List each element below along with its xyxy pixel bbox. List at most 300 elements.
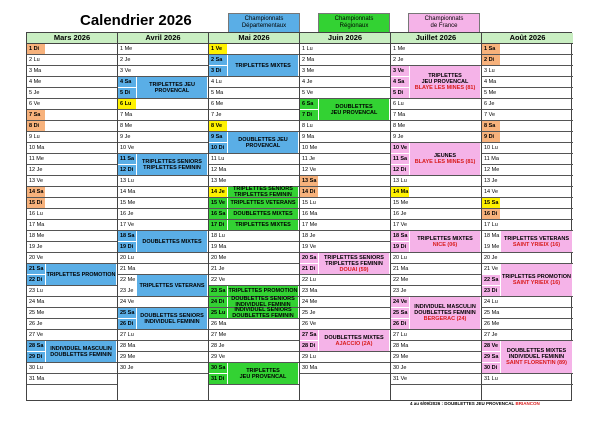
day-label: 22 Lu (302, 277, 316, 283)
day-row (27, 154, 117, 165)
day-row (118, 330, 208, 341)
event-title: TRIPLETTES PROMOTION (46, 271, 116, 278)
day-row (482, 297, 573, 308)
day-label: 4 Sa (391, 77, 409, 87)
day-label: 21 Di (300, 264, 318, 274)
day-row (300, 363, 390, 374)
month-header: Mai 2026 (209, 33, 299, 44)
month-header: Avril 2026 (118, 33, 208, 44)
day-label: 13 Sa (302, 178, 317, 184)
day-label: 8 Di (27, 121, 45, 131)
event-title: INDIVIDUEL FEMININ (144, 318, 200, 325)
day-row (300, 77, 390, 88)
day-label: 28 Je (211, 343, 225, 349)
day-label: 9 Lu (29, 134, 40, 140)
event-block (228, 132, 298, 153)
day-label: 20 Lu (120, 255, 134, 261)
day-label: 12 Ve (302, 167, 317, 173)
day-label: 4 Me (29, 79, 42, 85)
event-block (228, 187, 298, 197)
day-row (209, 44, 299, 55)
day-label: 23 Di (482, 286, 500, 296)
day-label: 7 Di (300, 110, 318, 120)
day-row (27, 308, 117, 319)
day-label: 29 Ve (211, 354, 226, 360)
event-block (228, 220, 298, 230)
day-row (209, 110, 299, 121)
day-label: 28 Ma (120, 343, 136, 349)
day-row (391, 374, 481, 385)
day-row (482, 132, 573, 143)
day-row (482, 220, 573, 231)
day-row (300, 297, 390, 308)
day-label: 10 Ma (29, 145, 45, 151)
event-block (410, 143, 480, 175)
day-label: 23 Je (393, 288, 407, 294)
day-label: 17 Lu (484, 222, 498, 228)
event-location: SAINT FLORENTIN (89) (506, 360, 567, 366)
day-row (27, 286, 117, 297)
event-title: TRIPLETTES (428, 73, 462, 79)
day-label: 30 Lu (29, 365, 43, 371)
event-title: DOUBLETTES SENIORS (140, 312, 204, 319)
day-label: 25 Ma (484, 310, 500, 316)
day-row (118, 55, 208, 66)
day-row (482, 99, 573, 110)
event-title: JEU PROVENCAL (330, 109, 378, 116)
day-label: 5 Di (391, 88, 409, 98)
day-row (391, 253, 481, 264)
event-block (228, 198, 298, 208)
day-label: 17 Ma (29, 222, 45, 228)
day-label: 12 Ma (211, 167, 227, 173)
day-label: 26 Di (118, 319, 136, 329)
event-block (137, 77, 207, 98)
day-label: 29 Sa (484, 354, 499, 360)
day-label: 11 Ma (484, 156, 499, 162)
day-label: 10 Ve (393, 145, 408, 151)
day-row (27, 187, 117, 198)
event-location: BLAYE LES MINES (81) (414, 159, 476, 165)
day-row (118, 352, 208, 363)
day-label: 11 Lu (211, 156, 225, 162)
event-title: TRIPLETTES MIXTES (235, 222, 291, 228)
day-label: 7 Ve (484, 112, 496, 118)
day-row (482, 308, 573, 319)
day-label: 24 Me (302, 299, 318, 305)
day-row (391, 352, 481, 363)
day-row (118, 44, 208, 55)
day-label: 23 Ma (302, 288, 318, 294)
day-row (27, 374, 117, 385)
day-label: 29 Lu (302, 354, 316, 360)
day-label: 27 Lu (393, 332, 407, 338)
month-column-juin-2026 (300, 33, 391, 400)
day-row (482, 209, 573, 220)
day-label: 8 Ve (209, 121, 227, 131)
day-row (391, 264, 481, 275)
day-row (391, 286, 481, 297)
day-label: 14 Ma (393, 189, 409, 195)
day-label: 27 Lu (120, 332, 134, 338)
event-title: TRIPLETTES PROMOTION (501, 274, 572, 280)
day-row (300, 121, 390, 132)
day-label: 23 Je (120, 288, 134, 294)
month-header: Août 2026 (482, 33, 573, 44)
day-label: 1 Di (27, 44, 45, 54)
day-row (118, 121, 208, 132)
month-column-aout-2026 (482, 33, 573, 400)
day-row (482, 187, 573, 198)
day-label: 13 Lu (120, 178, 134, 184)
day-label: 3 Di (209, 66, 227, 76)
event-location: NICE (06) (432, 241, 458, 248)
day-label: 13 Me (211, 178, 227, 184)
legend-departementaux: Championnats Départementaux (228, 13, 300, 33)
event-title: DOUBLETTES FEMININ (50, 351, 112, 358)
day-label: 2 Je (120, 57, 131, 63)
event-location: BLAYE LES MINES (81) (414, 85, 476, 91)
day-row (118, 143, 208, 154)
day-label: 31 Ma (29, 376, 45, 382)
day-label: 30 Di (482, 363, 500, 373)
day-label: 1 Sa (482, 44, 500, 54)
page-title: Calendrier 2026 (80, 12, 192, 29)
event-title: INDIVIDUEL MASCULIN (50, 345, 112, 352)
day-row (300, 55, 390, 66)
day-row (118, 187, 208, 198)
day-label: 29 Me (120, 354, 136, 360)
day-row (118, 198, 208, 209)
day-row (27, 121, 117, 132)
day-row (209, 121, 299, 132)
month-column-mai-2026 (209, 33, 300, 400)
day-label: 4 Sa (118, 77, 136, 87)
day-label: 14 Ve (484, 189, 499, 195)
day-label: 17 Di (209, 220, 227, 230)
day-row (300, 154, 390, 165)
day-label: 14 Ma (120, 189, 136, 195)
event-block (137, 308, 207, 329)
event-block (228, 55, 298, 76)
day-label: 27 Je (484, 332, 498, 338)
event-block (501, 264, 572, 296)
day-row (27, 220, 117, 231)
day-label: 24 Lu (484, 299, 498, 305)
day-label: 18 Sa (393, 233, 408, 239)
day-row (482, 154, 573, 165)
calendar-grid (26, 32, 572, 401)
event-title: INDIVIDUEL SENIORS (234, 307, 292, 313)
event-title: JEU PROVENCAL (239, 373, 287, 380)
day-row (300, 66, 390, 77)
day-label: 3 Lu (484, 68, 495, 74)
day-label: 2 Di (482, 55, 500, 65)
month-column-juillet-2026 (391, 33, 482, 400)
day-label: 9 Je (393, 134, 404, 140)
day-label: 5 Me (484, 90, 497, 96)
day-label: 6 Sa (300, 99, 318, 109)
day-row (27, 176, 117, 187)
day-row (482, 176, 573, 187)
day-label: 8 Me (120, 123, 133, 129)
day-row (300, 242, 390, 253)
day-row (27, 242, 117, 253)
month-header: Juin 2026 (300, 33, 390, 44)
day-label: 7 Ma (393, 112, 406, 118)
event-title: DOUBLETTES FEMININ (414, 310, 476, 316)
day-label: 29 Me (393, 354, 409, 360)
day-label: 19 Ve (302, 244, 317, 250)
day-label: 11 Je (302, 156, 316, 162)
day-label: 7 Sa (27, 110, 45, 120)
event-block (46, 341, 116, 362)
event-title: INDIVIDUEL MASCULIN (414, 304, 476, 310)
event-title: PROVENCAL (245, 142, 281, 149)
month-header: Mars 2026 (27, 33, 117, 44)
day-row (482, 44, 573, 55)
day-label: 14 Di (300, 187, 318, 197)
day-label: 17 Me (302, 222, 318, 228)
day-label: 21 Ma (120, 266, 136, 272)
day-label: 15 Lu (302, 200, 316, 206)
event-title: PROVENCAL (154, 87, 190, 94)
day-label: 16 Je (393, 211, 407, 217)
day-label: 20 Me (211, 255, 227, 261)
day-row (482, 110, 573, 121)
event-title: TRIPLETTES SENIORS (324, 254, 384, 261)
day-row (118, 220, 208, 231)
day-label: 13 Lu (393, 178, 407, 184)
day-label: 11 Sa (393, 156, 408, 162)
day-label: 7 Ma (120, 112, 133, 118)
day-label: 26 Ma (211, 321, 227, 327)
day-label: 9 Ma (302, 134, 315, 140)
day-row (482, 165, 573, 176)
day-label: 3 Ve (120, 68, 132, 74)
day-row (118, 132, 208, 143)
day-row (118, 341, 208, 352)
day-label: 15 Di (27, 198, 45, 208)
day-row (27, 66, 117, 77)
day-label: 5 Ve (302, 90, 314, 96)
day-row (482, 319, 573, 330)
event-block (501, 231, 572, 252)
event-block (228, 209, 298, 219)
day-label: 16 Sa (211, 211, 226, 217)
day-label: 1 Me (393, 46, 406, 52)
day-label: 1 Ve (209, 44, 227, 54)
day-row (27, 143, 117, 154)
day-row (209, 88, 299, 99)
day-label: 22 Ve (211, 277, 226, 283)
event-title: DOUBLETTES MIXTES (142, 238, 202, 245)
day-label: 21 Ve (484, 266, 499, 272)
day-label: 18 Lu (211, 233, 225, 239)
day-row (27, 253, 117, 264)
day-label: 4 Lu (211, 79, 222, 85)
day-label: 5 Je (29, 90, 40, 96)
day-row (300, 132, 390, 143)
day-label: 21 Je (211, 266, 225, 272)
day-label: 12 Me (484, 167, 500, 173)
day-row (391, 198, 481, 209)
day-row (209, 253, 299, 264)
day-row (391, 132, 481, 143)
day-row (300, 319, 390, 330)
event-title: TRIPLETTES FEMININ (234, 192, 292, 198)
month-column-mars-2026 (27, 33, 118, 400)
event-title: DOUBLETTES MIXTES (233, 211, 293, 217)
day-label: 21 Ma (393, 266, 409, 272)
day-label: 15 Ve (211, 200, 226, 206)
day-label: 6 Me (211, 101, 224, 107)
day-row (391, 220, 481, 231)
event-block (228, 363, 298, 384)
day-row (27, 77, 117, 88)
event-title: TRIPLETTES VETERANS (503, 235, 570, 242)
day-row (391, 363, 481, 374)
day-label: 12 Je (29, 167, 43, 173)
event-title: TRIPLETTES VETERANS (230, 200, 296, 206)
day-row (391, 121, 481, 132)
footer-location: BRIANCON (515, 401, 540, 406)
day-label: 27 Ve (29, 332, 44, 338)
event-block (319, 253, 389, 274)
day-label: 20 Lu (393, 255, 407, 261)
event-title: TRIPLETTES SENIORS (233, 186, 293, 192)
footer-note (410, 401, 540, 406)
event-title: DOUBLETTES MIXTES (324, 334, 384, 341)
day-row (209, 231, 299, 242)
day-label: 31 Ve (393, 376, 408, 382)
day-label: 5 Ma (211, 90, 224, 96)
day-row (391, 99, 481, 110)
day-label: 9 Je (120, 134, 131, 140)
day-row (209, 352, 299, 363)
day-label: 14 Je (209, 187, 227, 197)
day-label: 29 Di (27, 352, 45, 362)
day-label: 28 Di (300, 341, 318, 351)
day-label: 24 Ma (29, 299, 45, 305)
day-row (27, 297, 117, 308)
day-label: 20 Je (484, 255, 498, 261)
day-label: 28 Ma (393, 343, 409, 349)
event-title: JEU PROVENCAL (421, 79, 469, 85)
day-row (27, 319, 117, 330)
event-title: TRIPLETTES PROMOTION (228, 288, 298, 294)
event-block (137, 231, 207, 252)
day-label: 15 Me (393, 200, 409, 206)
day-row (209, 154, 299, 165)
day-label: 10 Ve (120, 145, 135, 151)
event-block (319, 99, 389, 120)
day-label: 12 Di (118, 165, 136, 175)
day-label: 22 Me (120, 277, 136, 283)
day-row (27, 88, 117, 99)
legend-regionaux: Championnats Régionaux (318, 13, 390, 33)
day-label: 6 Je (484, 101, 495, 107)
day-row (482, 374, 573, 385)
day-row (118, 110, 208, 121)
day-label: 10 Di (209, 143, 227, 153)
day-row (391, 341, 481, 352)
day-label: 23 Sa (211, 288, 226, 294)
day-row (391, 55, 481, 66)
day-row (300, 352, 390, 363)
day-label: 2 Lu (29, 57, 40, 63)
day-row (118, 253, 208, 264)
day-label: 18 Je (302, 233, 316, 239)
day-label: 1 Me (120, 46, 133, 52)
day-row (482, 143, 573, 154)
day-label: 18 Ma (484, 233, 500, 239)
day-label: 24 Di (209, 297, 227, 307)
event-block (46, 264, 116, 285)
day-label: 24 Ve (120, 299, 135, 305)
day-row (300, 286, 390, 297)
day-label: 30 Sa (211, 365, 226, 371)
day-row (118, 209, 208, 220)
day-label: 22 Sa (484, 277, 499, 283)
event-title: INDIVIDUEL FEMININ (508, 354, 565, 360)
day-row (209, 77, 299, 88)
day-label: 26 Di (391, 319, 409, 329)
event-title: DOUBLETTES SENIORS (231, 296, 295, 302)
day-label: 31 Lu (484, 376, 498, 382)
day-label: 4 Je (302, 79, 313, 85)
day-label: 25 Lu (211, 310, 226, 316)
day-row (209, 99, 299, 110)
day-label: 1 Lu (302, 46, 313, 52)
day-row (391, 187, 481, 198)
day-label: 25 Je (302, 310, 316, 316)
event-block (137, 275, 207, 296)
event-title: DOUBLETTES (335, 103, 373, 110)
event-title: TRIPLETTES FEMININ (325, 260, 383, 267)
day-row (482, 121, 573, 132)
day-label: 28 Sa (29, 343, 44, 349)
event-title: TRIPLETTES MIXTES (235, 62, 291, 69)
event-block (501, 341, 572, 373)
day-row (300, 198, 390, 209)
day-label: 26 Ve (302, 321, 317, 327)
day-label: 19 Di (118, 242, 136, 252)
day-label: 16 Je (120, 211, 134, 217)
day-row (27, 55, 117, 66)
day-row (300, 275, 390, 286)
day-label: 14 Sa (29, 189, 44, 195)
day-row (209, 319, 299, 330)
event-block (137, 154, 207, 175)
day-row (27, 198, 117, 209)
day-label: 11 Sa (120, 156, 135, 162)
day-label: 30 Je (393, 365, 407, 371)
day-label: 6 Ve (29, 101, 41, 107)
day-row (27, 110, 117, 121)
day-label: 2 Ma (302, 57, 315, 63)
day-label: 15 Sa (484, 200, 499, 206)
day-label: 21 Sa (29, 266, 44, 272)
event-location: BERGERAC (24) (423, 316, 467, 322)
day-label: 16 Lu (29, 211, 43, 217)
event-title: TRIPLETTES (246, 367, 280, 374)
day-label: 19 Je (29, 244, 43, 250)
event-location: AJACCIO (2A) (335, 340, 373, 347)
day-row (482, 66, 573, 77)
day-row (27, 132, 117, 143)
day-label: 22 Me (393, 277, 409, 283)
